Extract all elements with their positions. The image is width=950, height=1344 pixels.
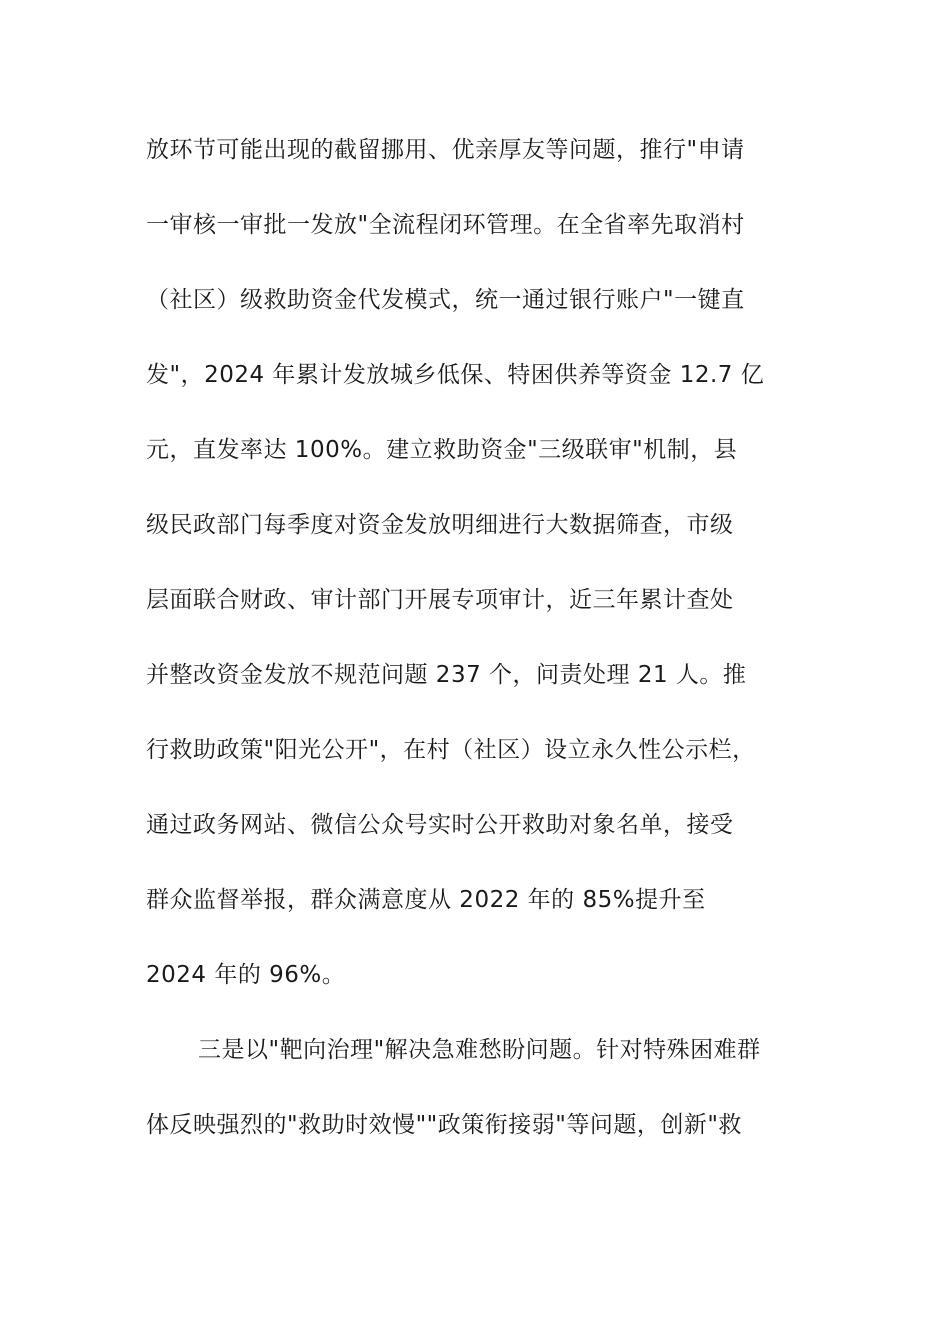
paragraph-line: 体反映强烈的"救助时效慢""政策衔接弱"等问题，创新"救 — [146, 1112, 742, 1138]
paragraph-line: 三是以"靶向治理"解决急难愁盼问题。针对特殊困难群 — [198, 1037, 761, 1063]
paragraph-line: （社区）级救助资金代发模式，统一通过银行账户"一键直 — [146, 287, 745, 313]
paragraph-line: 通过政务网站、微信公众号实时公开救助对象名单，接受 — [146, 812, 734, 838]
paragraph-line: 放环节可能出现的截留挪用、优亲厚友等问题，推行"申请 — [146, 137, 745, 163]
paragraph-line: 元，直发率达 100%。建立救助资金"三级联审"机制，县 — [146, 437, 738, 463]
paragraph-line: 2024 年的 96%。 — [146, 962, 346, 988]
paragraph-line: 级民政部门每季度对资金发放明细进行大数据筛查，市级 — [146, 512, 734, 538]
paragraph-line: 行救助政策"阳光公开"，在村（社区）设立永久性公示栏， — [146, 737, 756, 763]
paragraph-line: 群众监督举报，群众满意度从 2022 年的 85%提升至 — [146, 887, 706, 913]
paragraph-line: 一审核一审批一发放"全流程闭环管理。在全省率先取消村 — [146, 212, 745, 238]
paragraph-line: 发"，2024 年累计发放城乡低保、特困供养等资金 12.7 亿 — [146, 362, 765, 388]
paragraph-line: 并整改资金发放不规范问题 237 个，问责处理 21 人。推 — [146, 662, 747, 688]
paragraph-line: 层面联合财政、审计部门开展专项审计，近三年累计查处 — [146, 587, 734, 613]
